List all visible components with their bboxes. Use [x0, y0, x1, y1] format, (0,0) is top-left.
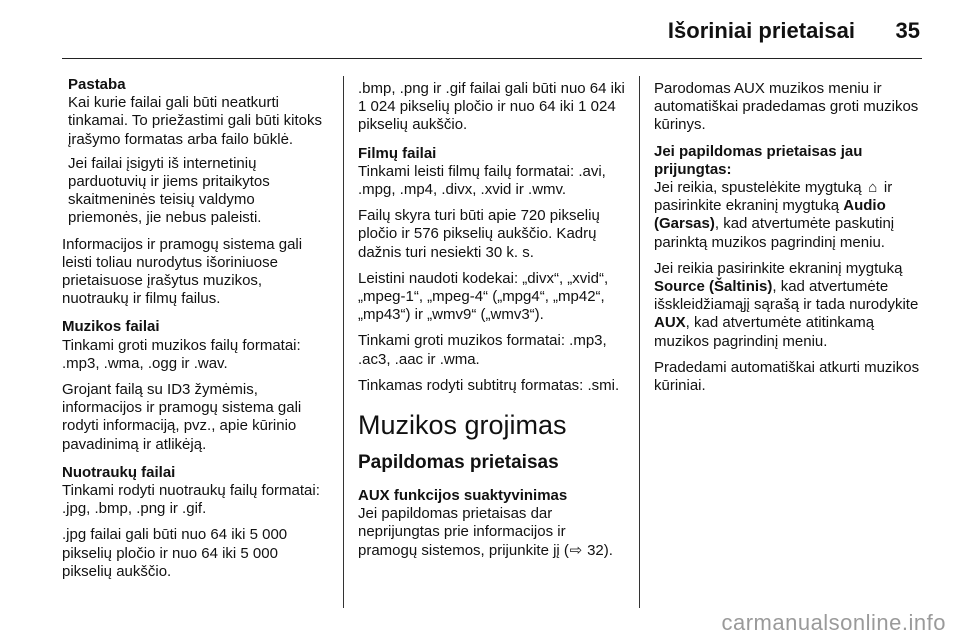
- audio-button-label: Audio (Garsas): [654, 197, 886, 233]
- paragraph: Pradedami automatiškai atkurti muzikos kūriniai.: [654, 358, 920, 395]
- note-paragraph: Kai kurie failai gali būti neatkurti tinkamai. To priežastimi gali būti kitoks įrašymo formatas arba failo būklė.: [68, 94, 322, 148]
- paragraph: Grojant failą su ID3 žymėmis, informacijos ir pramogų sistema gali rodyti informaciją, pvz., apie kūrinio pavadinimą ir atlikėją.: [62, 381, 302, 453]
- source-button-label: Source (Šaltinis): [654, 278, 773, 296]
- note-box: [62, 76, 330, 228]
- watermark: carmanualsonline.info: [721, 610, 946, 635]
- section-title: Muzikos grojimas: [358, 410, 567, 441]
- aux-label: AUX: [654, 314, 686, 332]
- movie-files-heading: Filmų failai: [358, 144, 437, 162]
- column-2: [358, 80, 628, 568]
- page-number: 35: [895, 18, 920, 43]
- note-title: Pastaba: [68, 76, 126, 93]
- subsection-title: Papildomas prietaisas: [358, 452, 559, 474]
- connected-heading: Jei papildomas prietaisas jau prijungtas:: [654, 142, 863, 178]
- paragraph: Tinkami groti muzikos failų formatai: .mp3, .wma, .ogg ir .wav.: [62, 336, 301, 372]
- paragraph: [654, 260, 924, 351]
- paragraph: Tinkami leisti filmų failų formatai: .avi, .mpg, .mp4, .divx, .xvid ir .wmv.: [358, 162, 606, 199]
- page-header: [0, 0, 960, 62]
- column-divider-1: [343, 76, 344, 608]
- column-divider-2: [639, 76, 640, 608]
- paragraph: Failų skyra turi būti apie 720 pikselių pločio ir 576 pikselių aukščio. Kadrų dažnis turi nesiekti 30 k. s.: [358, 207, 600, 261]
- header-divider: [62, 58, 922, 59]
- paragraph: Tinkamas rodyti subtitrų formatas: .smi.: [358, 376, 620, 394]
- text: , kad atvertumėte atitinkamą muzikos pagrindinį meniu.: [654, 314, 875, 350]
- column-1: [62, 76, 330, 589]
- aux-activation-heading: AUX funkcijos suaktyvinimas: [358, 487, 568, 505]
- paragraph: Leistini naudoti kodekai: „divx“, „xvid“, „mpeg-1“, „mpeg-4“ („mpg4“, „mp42“, „mp43“) ir „wmv9“ („wmv3“).: [358, 269, 609, 324]
- paragraph: [358, 505, 628, 560]
- page-title: Išoriniai prietaisai: [667, 18, 855, 43]
- text: ir pasirinkite ekraninį mygtuką: [654, 179, 893, 215]
- page-reference-icon: ⇨: [569, 541, 583, 559]
- paragraph: Parodomas AUX muzikos meniu ir automatiškai pradedamas groti muzikos kūrinys.: [654, 80, 919, 134]
- photo-files-heading: Nuotraukų failai: [62, 463, 176, 481]
- text: Jei reikia pasirinkite ekraninį mygtuką: [654, 259, 903, 277]
- text: , kad atvertumėte išskleidžiamąjį sąrašą ir tada nurodykite: [654, 278, 919, 314]
- text: Jei reikia, spustelėkite mygtuką: [654, 179, 866, 197]
- aux-text: Jei papildomas prietaisas dar neprijungtas prie informacijos ir pramogų sistemos, prijunkite jį (: [358, 505, 569, 559]
- paragraph: Informacijos ir pramogų sistema gali leisti toliau nurodytus išoriniuose prietaisuose įrašytus muzikos, nuotraukų ir filmų failus.: [62, 235, 303, 308]
- paragraph: Tinkami groti muzikos formatai: .mp3, .ac3, .aac ir .wma.: [358, 332, 607, 368]
- paragraph: .jpg failai gali būti nuo 64 iki 5 000 pikselių pločio ir nuo 64 iki 5 000 pikselių aukščio.: [62, 526, 288, 580]
- paragraph: .bmp, .png ir .gif failai gali būti nuo 64 iki 1 024 pikselių pločio ir nuo 64 iki 1 024 pikselių aukščio.: [358, 80, 625, 134]
- home-icon: ⌂: [868, 179, 878, 197]
- music-files-heading: Muzikos failai: [62, 318, 160, 336]
- paragraph: Tinkami rodyti nuotraukų failų formatai: .jpg, .bmp, .png ir .gif.: [62, 482, 320, 518]
- column-3: [654, 80, 924, 403]
- paragraph: [654, 179, 924, 252]
- note-paragraph: Jei failai įsigyti iš internetinių parduotuvių ir jiems pritaikytos skaitmeninės teisių valdymo priemonės, jie nebus paleisti.: [68, 154, 270, 227]
- text: , kad atvertumėte paskutinį parinktą muzikos pagrindinį meniu.: [654, 215, 895, 251]
- page-reference: 32).: [582, 541, 613, 559]
